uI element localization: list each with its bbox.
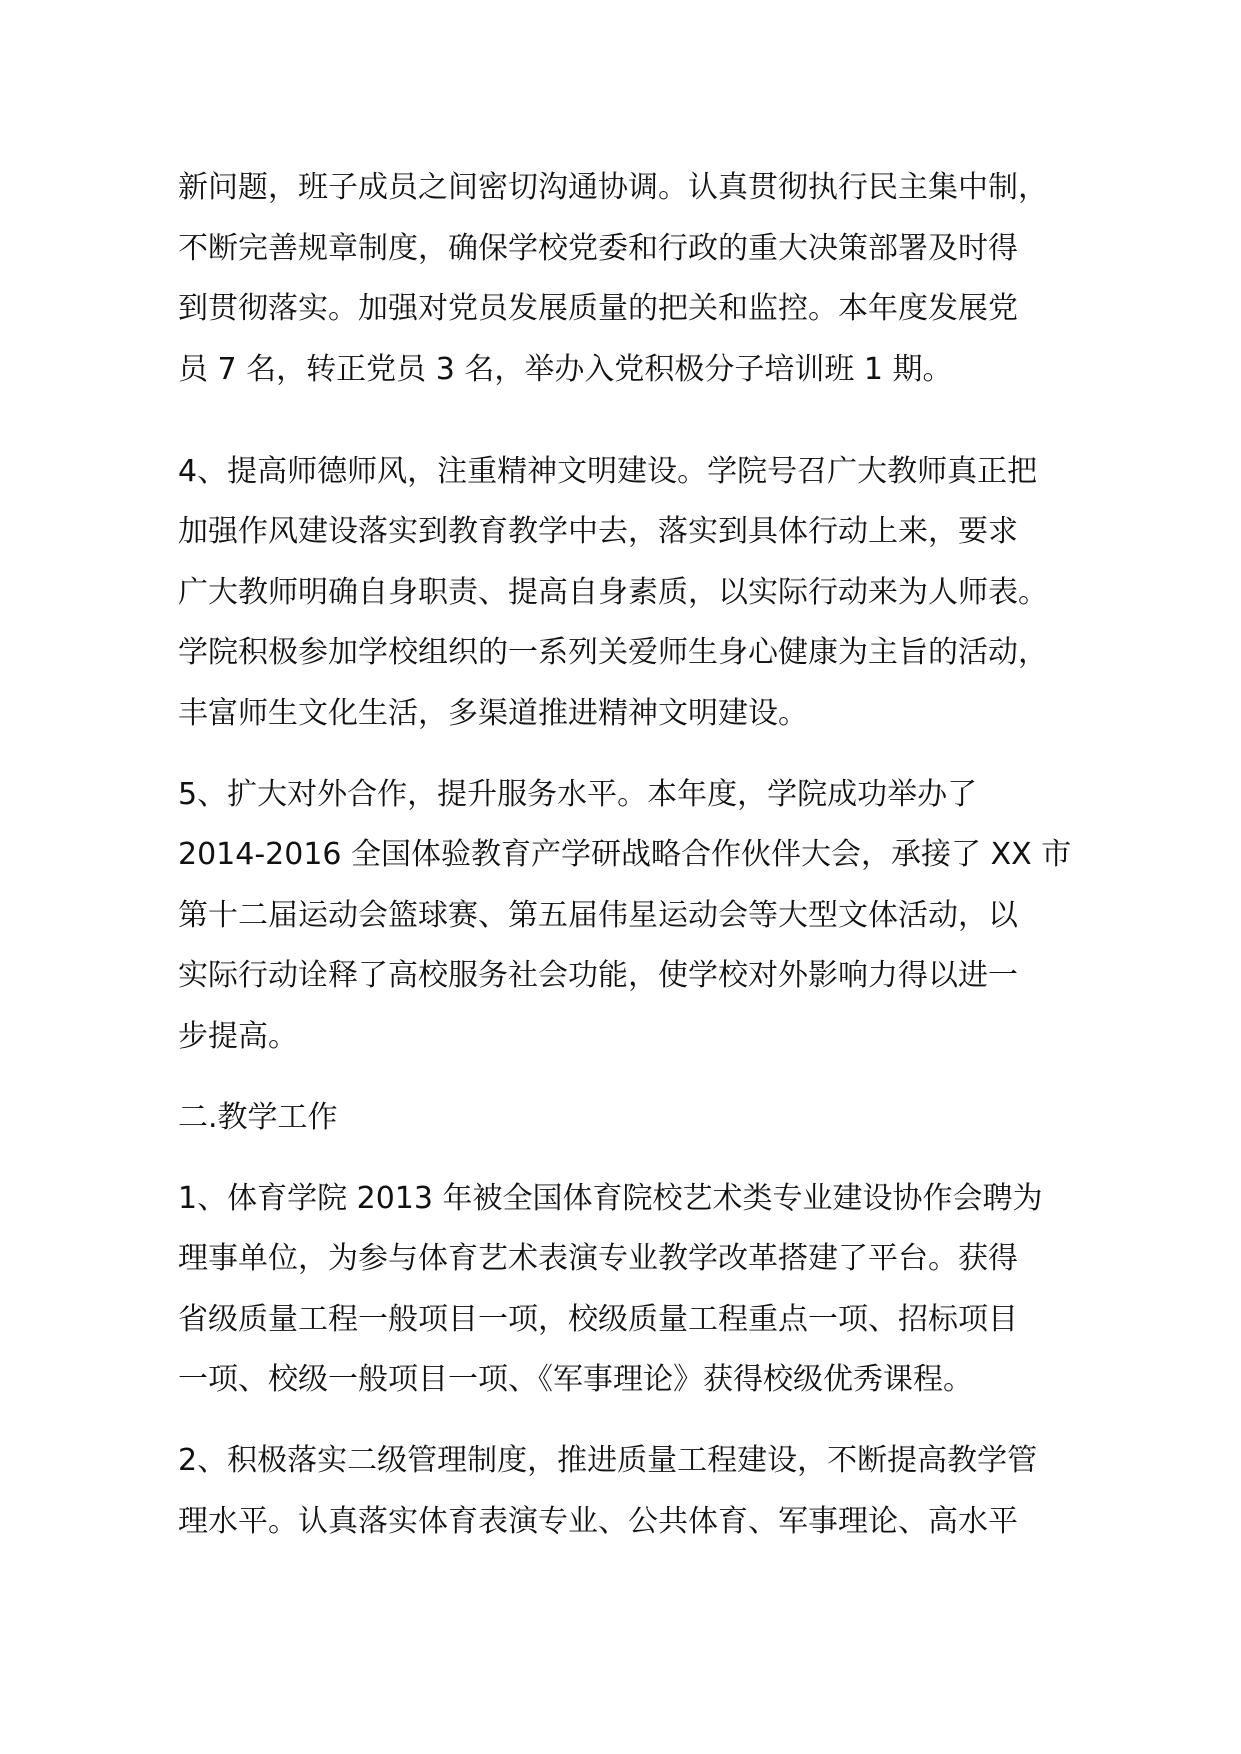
- text-line: 5、扩大对外合作，提升服务水平。本年度，学院成功举办了: [178, 777, 978, 812]
- text-line: 加强作风建设落实到教育教学中去，落实到具体行动上来，要求: [178, 514, 1018, 549]
- text-line: 丰富师生文化生活，多渠道推进精神文明建设。: [178, 696, 808, 731]
- text-line: 广大教师明确自身职责、提高自身素质，以实际行动来为人师表。: [178, 575, 1048, 610]
- text-line: 理事单位，为参与体育艺术表演专业教学改革搭建了平台。获得: [178, 1241, 1018, 1276]
- text-line: 不断完善规章制度，确保学校党委和行政的重大决策部署及时得: [178, 231, 1018, 266]
- section-heading: 二.教学工作: [178, 1100, 338, 1135]
- text-line: 学院积极参加学校组织的一系列关爱师生身心健康为主旨的活动，: [178, 635, 1048, 670]
- text-line: 理水平。认真落实体育表演专业、公共体育、军事理论、高水平: [178, 1504, 1018, 1539]
- text-line: 1、体育学院 2013 年被全国体育院校艺术类专业建设协作会聘为: [178, 1181, 1043, 1216]
- text-line: 一项、校级一般项目一项、《军事理论》获得校级优秀课程。: [178, 1362, 973, 1397]
- text-line: 员 7 名，转正党员 3 名，举办入党积极分子培训班 1 期。: [178, 352, 953, 387]
- text-line: 2014-2016 全国体验教育产学研战略合作伙伴大会，承接了 XX 市: [178, 837, 1072, 872]
- text-line: 4、提高师德师风，注重精神文明建设。学院号召广大教师真正把: [178, 454, 1038, 489]
- text-line: 2、积极落实二级管理制度，推进质量工程建设，不断提高教学管: [178, 1443, 1038, 1478]
- text-line: 实际行动诠释了高校服务社会功能，使学校对外影响力得以进一: [178, 958, 1018, 993]
- text-line: 省级质量工程一般项目一项，校级质量工程重点一项、招标项目: [178, 1302, 1018, 1337]
- text-line: 第十二届运动会篮球赛、第五届伟星运动会等大型文体活动，以: [178, 898, 1018, 933]
- text-line: 步提高。: [178, 1019, 298, 1054]
- text-line: 新问题，班子成员之间密切沟通协调。认真贯彻执行民主集中制，: [178, 170, 1048, 205]
- text-line: 到贯彻落实。加强对党员发展质量的把关和监控。本年度发展党: [178, 291, 1018, 326]
